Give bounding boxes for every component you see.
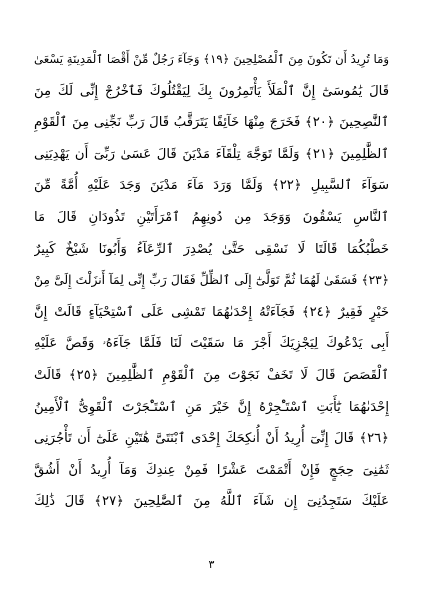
text-line: ﴿٢٦﴾ قَالَ إِنِّىٓ أُرِيدُ أَنْ أُنكِحَكَ إِحْدَى ٱبْنَتَىَّ هَٰتَيْنِ عَلَىٰٓ أَن تَأْجُرَنِى [34,431,389,447]
text-line: أَبِى يَدْعُوكَ لِيَجْزِيَكَ أَجْرَ مَا سَقَيْتَ لَنَا فَلَمَّا جَآءَهُۥ وَقَصَّ عَلَيْهِ [34,336,389,352]
text-line: ٱلْقَصَصَ قَالَ لَا تَخَفْ نَجَوْتَ مِنَ ٱلْقَوْمِ ٱلظَّٰلِمِينَ ﴿٢٥﴾ قَالَتْ [34,367,389,383]
text-line: ٱلظَّٰلِمِينَ ﴿٢١﴾ وَلَمَّا تَوَجَّهَ تِلْقَآءَ مَدْيَنَ قَالَ عَسَىٰ رَبِّىٓ أَن يَهْدِيَنِى [34,146,389,162]
text-line: ٱلنَّٰصِحِينَ ﴿٢٠﴾ فَخَرَجَ مِنْهَا خَآئِفًا يَتَرَقَّبُ قَالَ رَبِّ نَجِّنِى مِنَ ٱلْقَوْمِ [34,115,389,131]
text-line: وَمَا تُرِيدُ أَن تَكُونَ مِنَ ٱلْمُصْلِحِينَ ﴿١٩﴾ وَجَآءَ رَجُلٌ مِّنْ أَقْصَا ٱلْمَدِينَةِ يَسْعَىٰ [34,52,389,66]
text-line: خَيْرٍ فَقِيرٌ ﴿٢٤﴾ فَجَآءَتْهُ إِحْدَىٰهُمَا تَمْشِى عَلَى ٱسْتِحْيَآءٍ قَالَتْ إِنَّ [34,304,389,320]
text-line: قَالَ يَٰمُوسَىٰٓ إِنَّ ٱلْمَلَأَ يَأْتَمِرُونَ بِكَ لِيَقْتُلُوكَ فَٱخْرُجْ إِنِّى لَكَ مِنَ [34,83,389,99]
text-line: عَلَيْكَ سَتَجِدُنِىٓ إِن شَآءَ ٱللَّهُ مِنَ ٱلصَّٰلِحِينَ ﴿٢٧﴾ قَالَ ذَٰلِكَ [34,494,389,510]
text-line: ٱلنَّاسِ يَسْقُونَ وَوَجَدَ مِن دُونِهِمُ ٱمْرَأَتَيْنِ تَذُودَانِ قَالَ مَا [34,209,389,225]
text-line: ﴿٢٣﴾ فَسَقَىٰ لَهُمَا ثُمَّ تَوَلَّىٰٓ إِلَى ٱلظِّلِّ فَقَالَ رَبِّ إِنِّى لِمَآ أَنزَلْتَ إِلَىَّ مِنْ [34,273,389,288]
text-line: إِحْدَىٰهُمَا يَٰٓأَبَتِ ٱسْتَـْٔجِرْهُ إِنَّ خَيْرَ مَنِ ٱسْتَـْٔجَرْتَ ٱلْقَوِىُّ ٱلْأَمِينُ [34,399,389,415]
text-line: خَطْبُكُمَا قَالَتَا لَا نَسْقِى حَتَّىٰ يُصْدِرَ ٱلرِّعَآءُ وَأَبُونَا شَيْخٌ كَبِيرٌ [34,241,389,257]
text-line: ثَمَٰنِىَ حِجَجٍ فَإِنْ أَتْمَمْتَ عَشْرًا فَمِنْ عِندِكَ وَمَآ أُرِيدُ أَنْ أَشُقَّ [34,462,389,478]
quran-text-block [34,44,389,518]
text-line: سَوَآءَ ٱلسَّبِيلِ ﴿٢٢﴾ وَلَمَّا وَرَدَ مَآءَ مَدْيَنَ وَجَدَ عَلَيْهِ أُمَّةً مِّنَ [34,178,389,194]
page-number: ٣ [208,558,215,571]
